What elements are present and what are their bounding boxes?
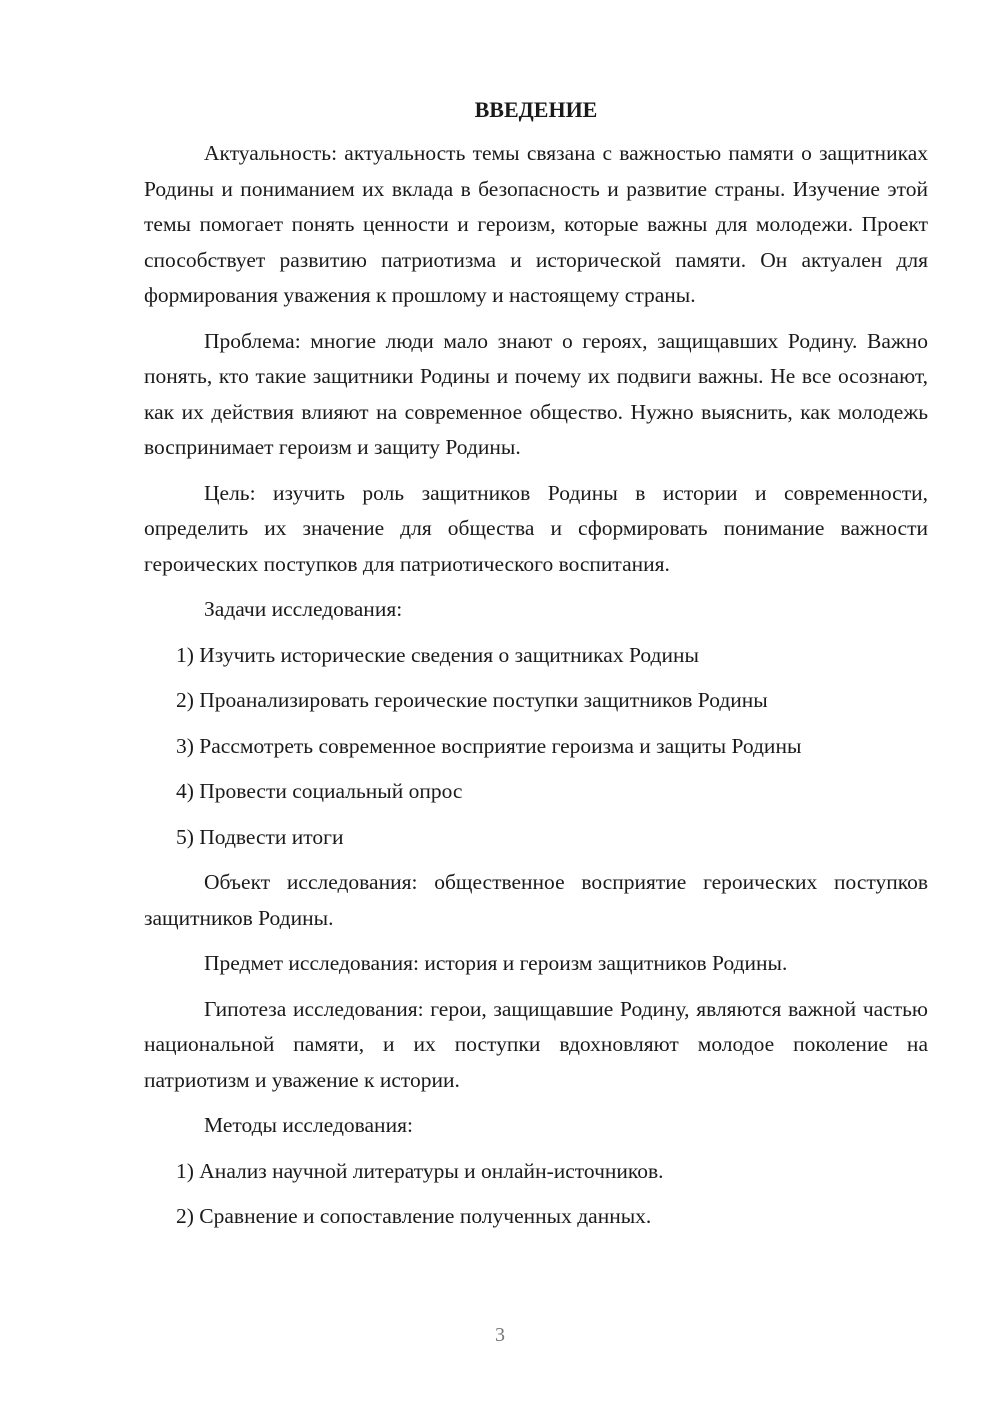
methods-label: Методы исследования: <box>204 1113 413 1137</box>
list-item: 4) Провести социальный опрос <box>176 779 463 803</box>
relevance-paragraph: Актуальность: актуальность темы связана с важностью памяти о защитниках Родины и пониманием их вклада в безопасность и развитие страны. Изучение этой темы помогает понять ценности и героизм, которые важны для молодежи. Проект способствует развитию патриотизма и исторической памяти. Он актуален для формирования уважения к прошлому и настоящему страны. <box>144 141 928 307</box>
tasks-list <box>144 638 928 856</box>
list-item: 3) Рассмотреть современное восприятие героизма и защиты Родины <box>176 733 802 758</box>
list-item: 5) Подвести итоги <box>176 824 344 849</box>
goal-paragraph: Цель: изучить роль защитников Родины в истории и современности, определить их значение для общества и сформировать понимание важности героических поступков для патриотического воспитания. <box>144 480 928 576</box>
list-item: 2) Проанализировать героические поступки защитников Родины <box>176 688 768 712</box>
methods-list <box>144 1154 928 1235</box>
list-item: 1) Анализ научной литературы и онлайн-источников. <box>176 1158 664 1183</box>
object-paragraph: Объект исследования: общественное восприятие героических поступков защитников Родины. <box>144 870 928 930</box>
tasks-label: Задачи исследования: <box>204 597 403 621</box>
list-item: 2) Сравнение и сопоставление полученных данных. <box>176 1204 652 1228</box>
hypothesis-paragraph: Гипотеза исследования: герои, защищавшие Родину, являются важной частью национальной памяти, и их поступки вдохновляют молодое поколение на патриотизм и уважение к истории. <box>144 996 928 1092</box>
list-item: 1) Изучить исторические сведения о защитниках Родины <box>176 642 699 667</box>
page-number: 3 <box>495 1324 505 1346</box>
document-page <box>144 92 928 1245</box>
subject-paragraph: Предмет исследования: история и героизм защитников Родины. <box>204 951 788 975</box>
problem-paragraph: Проблема: многие люди мало знают о героях, защищавших Родину. Важно понять, кто такие защитники Родины и почему их подвиги важны. Не все осознают, как их действия влияют на современное общество. Нужно выяснить, как молодежь воспринимает героизм и защиту Родины. <box>144 328 928 459</box>
page-title: ВВЕДЕНИЕ <box>474 97 598 122</box>
